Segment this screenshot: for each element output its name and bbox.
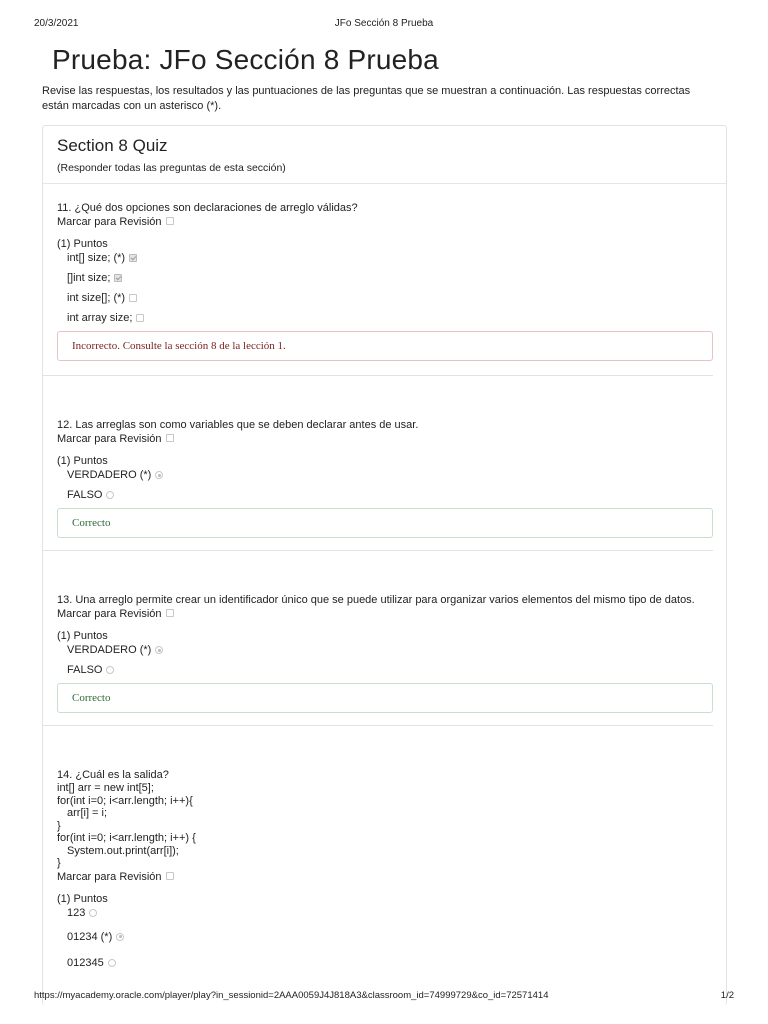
option-label: int[] size; (*) — [67, 252, 126, 264]
option-label: 01234 (*) — [67, 930, 113, 943]
code-line: int[] arr = new int[5]; — [57, 782, 154, 794]
section-header — [43, 126, 726, 184]
code-line: for(int i=0; i<arr.length; i++) { — [57, 832, 196, 844]
print-page-number: 1/2 — [720, 990, 734, 1001]
option[interactable] — [57, 271, 713, 285]
question-text: 13. Una arreglo permite crear un identificador único que se puede utilizar para organizar varios elementos del mismo tipo de datos. — [57, 594, 695, 606]
mark-label: Marcar para Revisión — [57, 433, 162, 445]
print-header — [34, 18, 734, 32]
option-checkbox[interactable] — [129, 254, 137, 262]
option[interactable] — [57, 643, 713, 657]
mark-for-review[interactable] — [57, 432, 713, 447]
code-block — [57, 782, 713, 870]
option[interactable] — [57, 906, 713, 920]
option-checkbox[interactable] — [114, 274, 122, 282]
review-checkbox[interactable] — [166, 217, 174, 225]
option-checkbox[interactable] — [129, 294, 137, 302]
mark-label: Marcar para Revisión — [57, 216, 162, 228]
mark-for-review[interactable] — [57, 215, 713, 230]
option-radio[interactable] — [155, 646, 163, 654]
mark-for-review[interactable] — [57, 607, 713, 622]
review-checkbox[interactable] — [166, 609, 174, 617]
option-radio[interactable] — [106, 666, 114, 674]
feedback-incorrect: Incorrecto. Consulte la sección 8 de la lección 1. — [57, 331, 713, 361]
question-text: 12. Las arreglas son como variables que se deben declarar antes de usar. — [57, 419, 419, 431]
feedback-correct: Correcto — [57, 683, 713, 713]
points: (1) Puntos — [57, 892, 108, 905]
code-line: System.out.print(arr[i]); — [67, 844, 179, 857]
print-date: 20/3/2021 — [34, 18, 79, 29]
intro-text: Revise las respuestas, los resultados y las puntuaciones de las preguntas que se muestran a continuación. Las respuestas correctas están marcadas con un asterisco (*). — [42, 85, 691, 112]
print-url: https://myacademy.oracle.com/player/play?in_sessionid=2AAA0059J4J818A3&classroom_id=74999729&co_id=72571414 — [34, 990, 549, 1001]
option[interactable] — [57, 311, 713, 325]
option[interactable] — [57, 663, 713, 677]
option-label: int size[]; (*) — [67, 292, 126, 304]
option-checkbox[interactable] — [136, 314, 144, 322]
question-12 — [57, 418, 713, 538]
points: (1) Puntos — [57, 630, 108, 642]
quiz-panel — [42, 125, 727, 1005]
option-label: FALSO — [67, 664, 103, 676]
mark-label: Marcar para Revisión — [57, 870, 162, 883]
print-footer — [34, 990, 734, 1004]
option-label: []int size; — [67, 272, 111, 284]
question-text: 11. ¿Qué dos opciones son declaraciones de arreglo válidas? — [57, 202, 358, 214]
code-line: } — [57, 819, 61, 832]
code-line: arr[i] = i; — [67, 807, 108, 819]
mark-for-review[interactable] — [57, 870, 713, 885]
option[interactable] — [57, 956, 713, 970]
mark-label: Marcar para Revisión — [57, 608, 162, 620]
option-label: 012345 — [67, 956, 104, 969]
option[interactable] — [57, 468, 713, 482]
section-subtitle: (Responder todas las preguntas de esta sección) — [57, 162, 286, 174]
option[interactable] — [57, 930, 713, 944]
code-line: for(int i=0; i<arr.length; i++){ — [57, 794, 193, 807]
section-title: Section 8 Quiz — [57, 136, 168, 155]
option-label: VERDADERO (*) — [67, 469, 152, 481]
option[interactable] — [57, 291, 713, 305]
question-11 — [57, 201, 713, 361]
print-doc-title: JFo Sección 8 Prueba — [334, 18, 434, 29]
question-13 — [57, 593, 713, 713]
review-checkbox[interactable] — [166, 872, 174, 880]
option-label: int array size; — [67, 312, 133, 324]
option-label: FALSO — [67, 489, 103, 501]
option-radio[interactable] — [89, 909, 97, 917]
page-title: Prueba: JFo Sección 8 Prueba — [52, 44, 439, 75]
code-line: } — [57, 857, 61, 869]
points: (1) Puntos — [57, 238, 108, 250]
review-checkbox[interactable] — [166, 434, 174, 442]
question-text: 14. ¿Cuál es la salida? — [57, 769, 169, 781]
divider — [43, 725, 713, 726]
option-radio[interactable] — [106, 491, 114, 499]
feedback-correct: Correcto — [57, 508, 713, 538]
option-label: VERDADERO (*) — [67, 644, 152, 656]
option-radio[interactable] — [116, 933, 124, 941]
option-radio[interactable] — [108, 959, 116, 967]
points: (1) Puntos — [57, 455, 108, 467]
divider — [43, 550, 713, 551]
divider — [43, 375, 713, 376]
option[interactable] — [57, 251, 713, 265]
option-label: 123 — [67, 906, 86, 919]
option-radio[interactable] — [155, 471, 163, 479]
question-14 — [57, 768, 713, 976]
option[interactable] — [57, 488, 713, 502]
